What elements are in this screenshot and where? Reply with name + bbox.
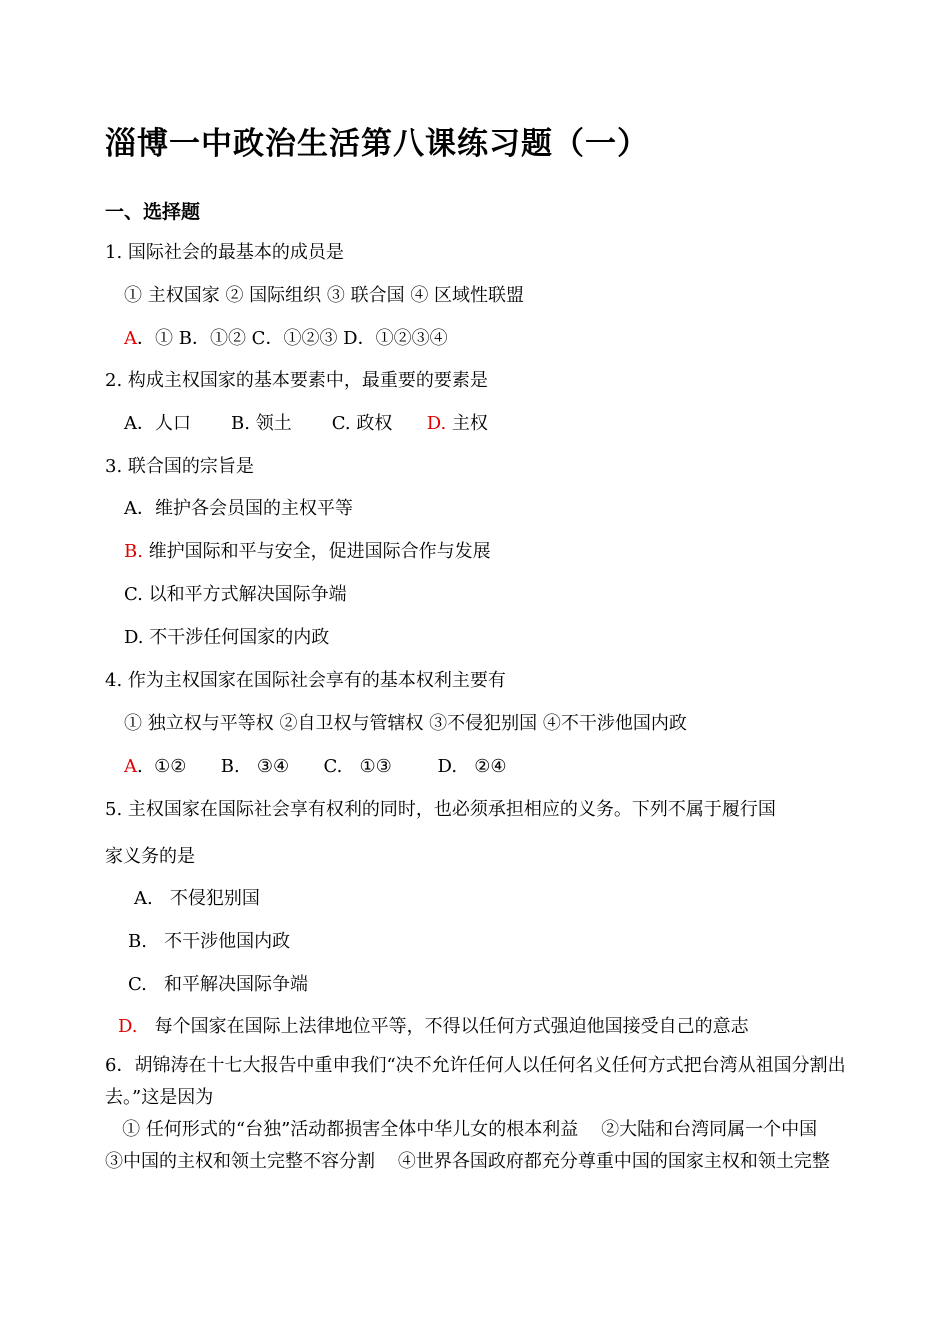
q1-answer-letter: A bbox=[124, 328, 137, 349]
q4-answer-letter: A bbox=[124, 756, 137, 777]
q3-option-d: D. 不干涉任何国家的内政 bbox=[124, 627, 330, 648]
q2-answer-text: 主权 bbox=[446, 413, 488, 434]
q1-choices: ．① B．①② C．①②③ D．①②③④ bbox=[137, 328, 448, 349]
q6-options: ① 任何形式的“台独”活动都损害全体中华儿女的根本利益 ②大陆和台湾同属一个中国 ③中国的主权和领土完整不容分割 ④世界各国政府都充分尊重中国的国家主权和领土完整 bbox=[105, 1119, 841, 1172]
q3-stem: 3. 联合国的宗旨是 bbox=[105, 456, 254, 477]
q3-answer-letter: B. bbox=[124, 541, 143, 562]
q1-options: ① 主权国家 ② 国际组织 ③ 联合国 ④ 区域性联盟 bbox=[124, 285, 525, 306]
q2-answer-line bbox=[124, 412, 488, 436]
q6-stem: 6．胡锦涛在十七大报告中重申我们“决不允许任何人以任何名义任何方式把台湾从祖国分割出去。”这是因为 bbox=[105, 1055, 846, 1108]
q3-option-b-text: 维护国际和平与安全，促进国际合作与发展 bbox=[142, 541, 491, 562]
q5-option-b: B. 不干涉他国内政 bbox=[128, 931, 291, 952]
page-title: 淄博一中政治生活第八课练习题（一） bbox=[105, 126, 649, 162]
q1-stem: 1. 国际社会的最基本的成员是 bbox=[105, 242, 344, 263]
q2-answer-letter: D. bbox=[426, 413, 447, 434]
q4-stem: 4. 作为主权国家在国际社会享有的基本权利主要有 bbox=[105, 670, 506, 691]
q5-option-d-text: 每个国家在国际上法律地位平等，不得以任何方式强迫他国接受自己的意志 bbox=[137, 1016, 749, 1037]
q5-option-d bbox=[118, 1015, 749, 1039]
q3-option-b bbox=[124, 540, 491, 564]
q2-choices: A．人口 B. 领土 C. 政权 bbox=[124, 413, 427, 434]
q2-stem: 2. 构成主权国家的基本要素中，最重要的要素是 bbox=[105, 370, 488, 391]
q4-options: ① 独立权与平等权 ②自卫权与管辖权 ③不侵犯别国 ④不干涉他国内政 bbox=[124, 713, 687, 734]
q5-option-c: C. 和平解决国际争端 bbox=[128, 974, 309, 995]
section-heading: 一、选择题 bbox=[105, 201, 201, 223]
q5-answer-letter: D. bbox=[118, 1016, 138, 1037]
q3-option-c: C. 以和平方式解决国际争端 bbox=[124, 584, 347, 605]
q3-option-a: A．维护各会员国的主权平等 bbox=[124, 498, 353, 519]
q5-stem-line2: 家义务的是 bbox=[105, 846, 195, 867]
q4-answer-line bbox=[124, 755, 507, 779]
q4-choices: . ①② B. ③④ C. ①③ D. ②④ bbox=[137, 756, 507, 777]
q1-answer-line bbox=[124, 327, 448, 351]
q5-option-a: A. 不侵犯别国 bbox=[134, 888, 260, 909]
q5-stem-line1: 5. 主权国家在国际社会享有权利的同时，也必须承担相应的义务。下列不属于履行国 bbox=[105, 799, 776, 820]
